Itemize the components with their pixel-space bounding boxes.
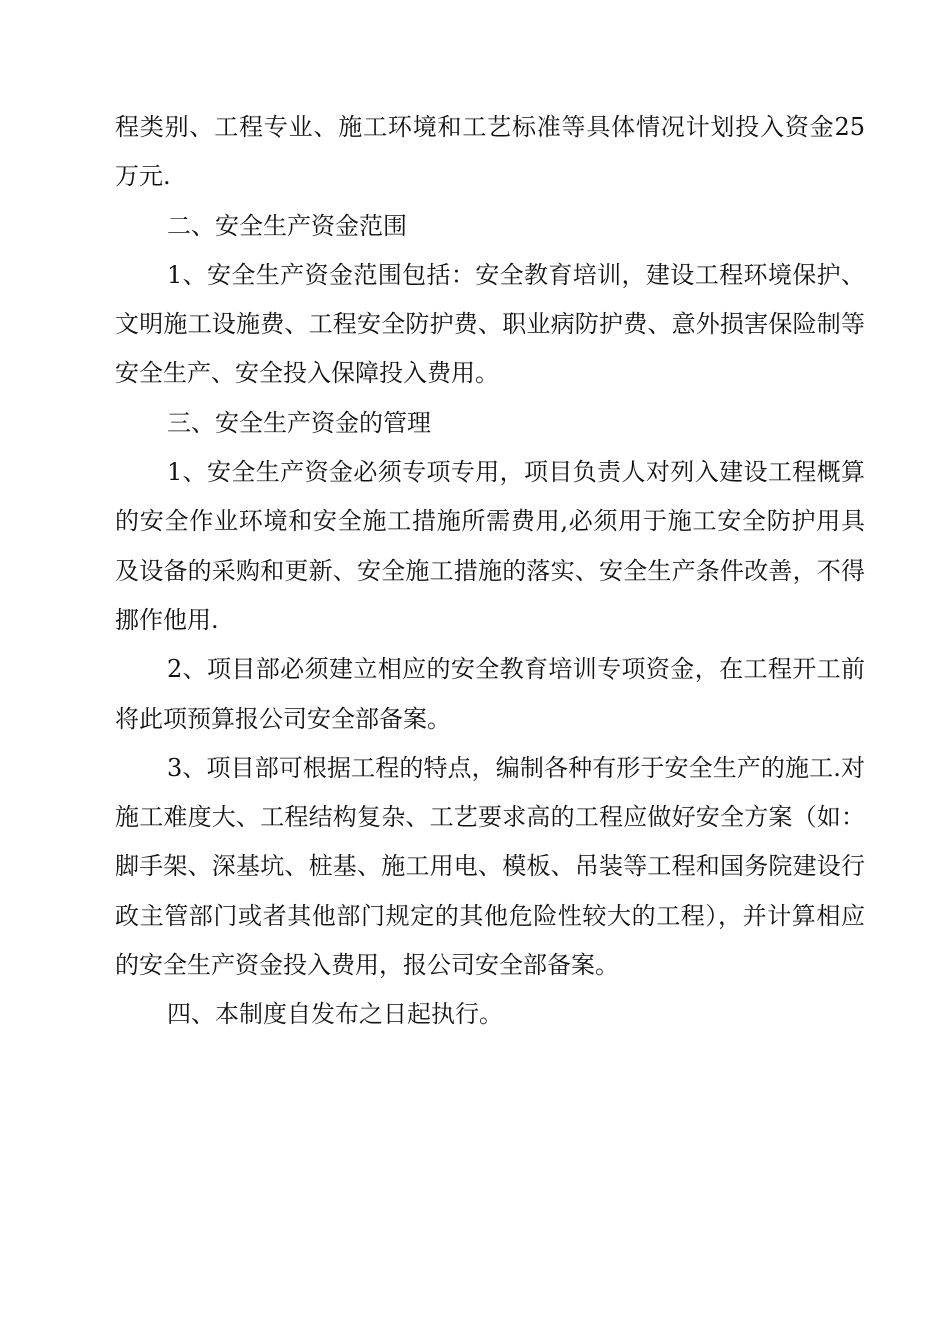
section-heading-2: 二、安全生产资金范围	[167, 211, 407, 240]
document-body	[115, 103, 865, 1040]
paragraph-scope-1: 1、安全生产资金范围包括：安全教育培训，建设工程环境保护、文明施工设施费、工程安全防护费、职业病防护费、意外损害保险制等安全生产、安全投入保障投入费用。	[115, 260, 865, 388]
paragraph-management-3: 3、项目部可根据工程的特点，编制各种有形于安全生产的施工.对施工难度大、工程结构复杂、工艺要求高的工程应做好安全方案（如：脚手架、深基坑、桩基、施工用电、模板、吊装等工程和国务院建设行政主管部门或者其他部门规定的其他危险性较大的工程），并计算相应的安全生产资金投入费用，报公司安全部备案。	[115, 753, 865, 980]
section-heading-3: 三、安全生产资金的管理	[167, 408, 431, 437]
paragraph-management-1: 1、安全生产资金必须专项专用，项目负责人对列入建设工程概算的安全作业环境和安全施工措施所需费用,必须用于施工安全防护用具及设备的采购和更新、安全施工措施的落实、安全生产条件改善，不得挪作他用.	[115, 458, 865, 634]
section-heading-4: 四、本制度自发布之日起执行。	[167, 1000, 503, 1029]
paragraph-continuation: 程类别、工程专业、施工环境和工艺标准等具体情况计划投入资金25万元.	[115, 113, 865, 191]
paragraph-management-2: 2、项目部必须建立相应的安全教育培训专项资金，在工程开工前将此项预算报公司安全部备案。	[115, 655, 865, 733]
